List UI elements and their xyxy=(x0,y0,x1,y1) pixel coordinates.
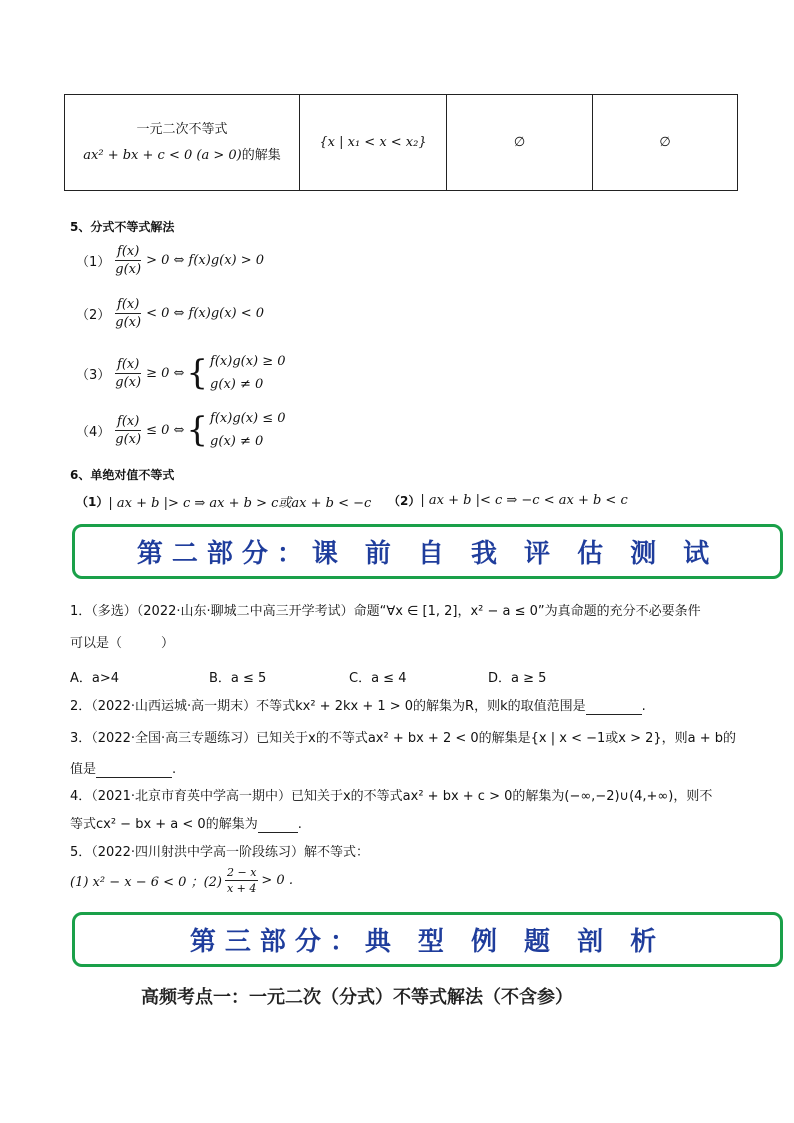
question-4-line1: 4．（2021·北京市育英中学高一期中）已知关于x的不等式ax² + bx + c > 0的解集为(−∞,−2)∪(4,+∞)，则不 xyxy=(70,789,713,804)
question-3-line2: 值是 . xyxy=(70,762,177,777)
fraction-rule-4 xyxy=(76,407,286,453)
fraction: $\frac{f(x)}{g(x)}$ xyxy=(115,413,142,447)
fraction-rule-1 xyxy=(76,244,264,277)
option-b: B．a ≤ 5 xyxy=(209,671,267,686)
rule-relation: < 0 ⇔ f(x)g(x) < 0 xyxy=(146,306,265,321)
answer-blank xyxy=(586,699,642,715)
rule-relation: ≤ 0 ⇔ xyxy=(146,422,185,438)
interval-cell: {x | x₁ < x < x₂} xyxy=(300,95,447,191)
table-row xyxy=(65,95,738,191)
section-banner-part2: 第二部分：课 前 自 我 评 估 测 试 xyxy=(72,524,783,579)
fraction: $\frac{f(x)}{g(x)}$ xyxy=(115,297,142,330)
item-number: （2） xyxy=(76,308,111,323)
brace-icon: { xyxy=(186,410,209,450)
equation-system: f(x)g(x) ≤ 0 g(x) ≠ 0 xyxy=(210,411,286,449)
answer-blank xyxy=(258,817,298,833)
fraction: $\frac{f(x)}{g(x)}$ xyxy=(115,356,142,390)
option-c: C．a ≤ 4 xyxy=(349,671,407,686)
section6-title: 6、单绝对值不等式 xyxy=(70,468,175,482)
empty-set-cell: ∅ xyxy=(447,95,593,191)
option-a: A．a>4 xyxy=(70,671,120,686)
row-label-cell xyxy=(65,95,300,191)
question-1-line1: 1．（多选）（2022·山东·聊城二中高三开学考试）命题“∀x ∈ [1, 2]，x² − a ≤ 0”为真命题的充分不必要条件 xyxy=(70,604,701,619)
abs-rule-1-text: | ax + b |> c ⇒ ax + b > c或ax + b < −c xyxy=(108,496,372,511)
abs-rule-2: （2） | ax + b |< c ⇒ −c < ax + b < c xyxy=(388,493,628,508)
equation-system: f(x)g(x) ≥ 0 g(x) ≠ 0 xyxy=(210,354,286,392)
question-4-line2: 等式cx² − bx + a < 0的解集为 . xyxy=(70,817,302,832)
item-number: （3） xyxy=(76,367,111,383)
option-d: D．a ≥ 5 xyxy=(488,671,547,686)
question-3-line1: 3．（2022·全国·高三专题练习）已知关于x的不等式ax² + bx + 2 < 0的解集是{x | x < −1或x > 2}，则a + b的 xyxy=(70,731,737,746)
topic-heading: 高频考点一：一元二次（分式）不等式解法（不含参） xyxy=(141,987,573,1008)
row-label-suffix: 的解集 xyxy=(241,147,281,163)
row-label-math: ax² + bx + c < 0 (a > 0) xyxy=(83,147,242,163)
section-banner-part3: 第三部分：典 型 例 题 剖 析 xyxy=(72,912,783,967)
abs-rule-2-text: | ax + b |< c ⇒ −c < ax + b < c xyxy=(420,493,628,508)
brace-icon: { xyxy=(186,353,209,393)
item-number: （4） xyxy=(76,424,111,440)
question-1-line2: 可以是（ ） xyxy=(70,636,175,651)
empty-set-cell: ∅ xyxy=(593,95,738,191)
abs-rule-1: （1） | ax + b |> c ⇒ ax + b > c或ax + b < −c xyxy=(76,492,371,511)
rule-relation: ≥ 0 ⇔ xyxy=(146,365,185,381)
answer-blank xyxy=(96,762,172,778)
fraction-rule-2 xyxy=(76,297,264,330)
fraction: $\frac{f(x)}{g(x)}$ xyxy=(115,244,142,277)
question-5-line2: (1) x² − x − 6 < 0 ；(2) $\frac{2 - x}{x + 4}$ > 0 . xyxy=(70,866,293,895)
solution-set-table xyxy=(64,94,738,191)
question-5-line1: 5．（2022·四川射洪中学高一阶段练习）解不等式： xyxy=(70,845,369,860)
section5-title: 5、分式不等式解法 xyxy=(70,220,175,234)
fraction: $\frac{2 - x}{x + 4}$ xyxy=(226,866,257,895)
rule-relation: > 0 ⇔ f(x)g(x) > 0 xyxy=(146,253,265,268)
item-number: （1） xyxy=(76,255,111,270)
question-2: 2．（2022·山西运城·高一期末）不等式kx² + 2kx + 1 > 0的解集为R，则k的取值范围是 . xyxy=(70,699,646,714)
row-label-line1: 一元二次不等式 xyxy=(136,121,228,137)
fraction-rule-3 xyxy=(76,350,286,396)
